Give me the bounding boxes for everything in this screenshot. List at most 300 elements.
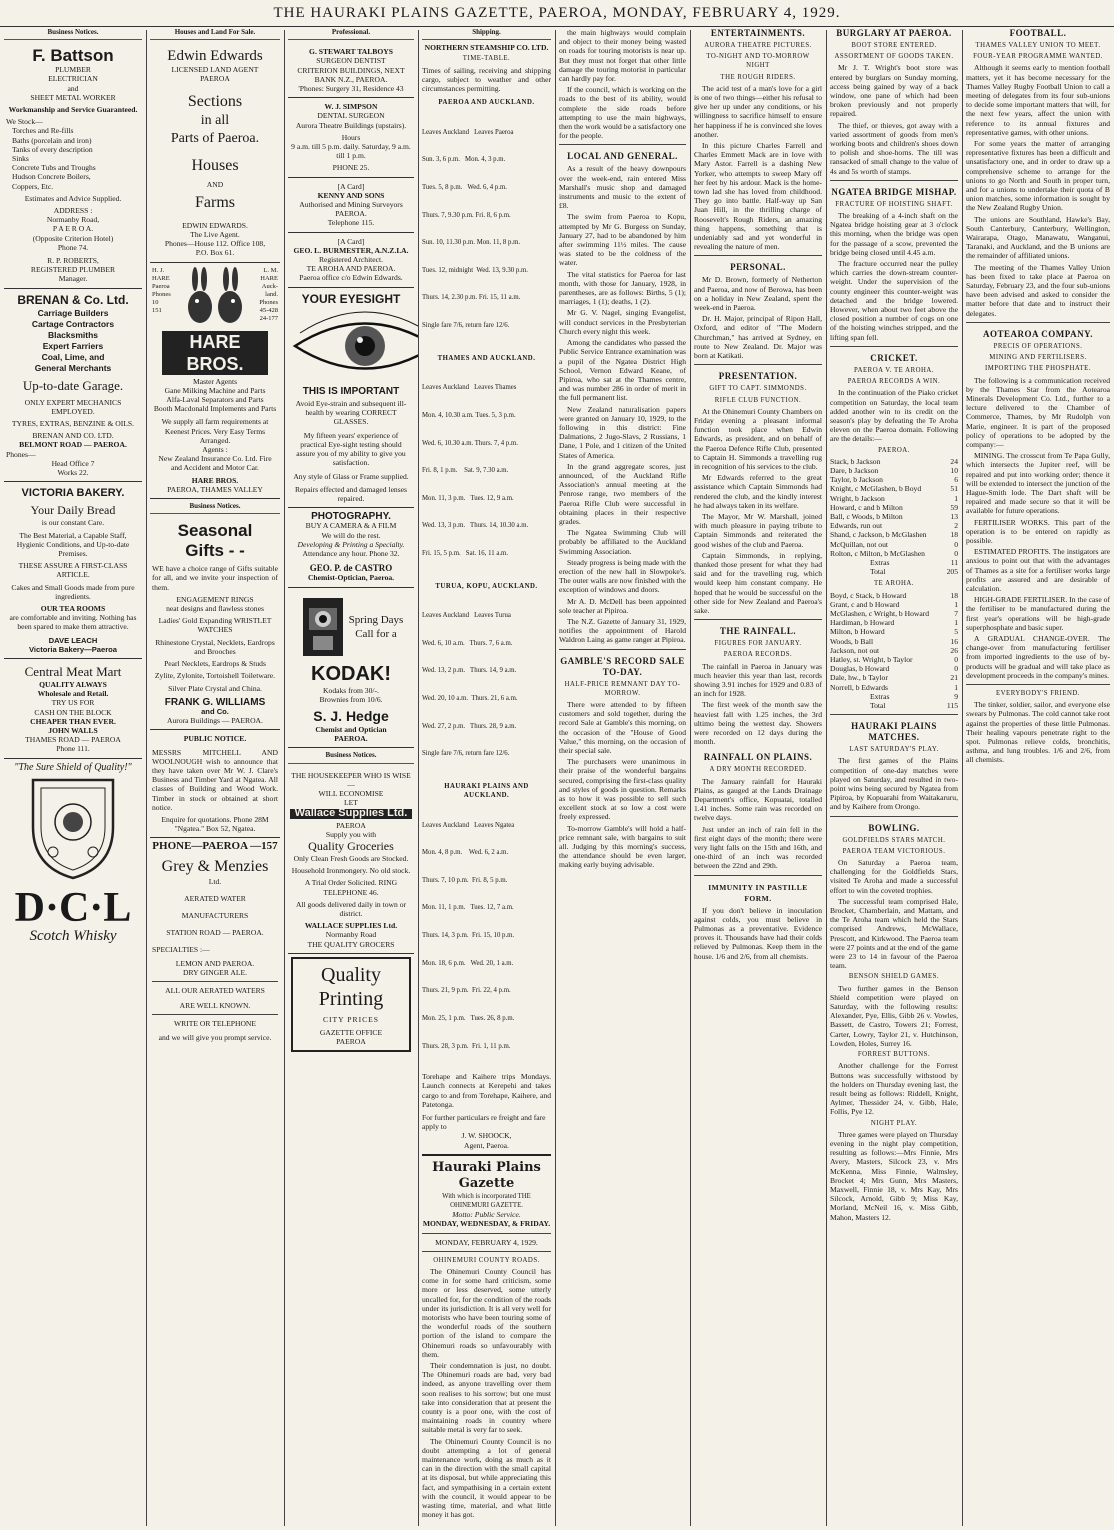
paragraph: Two further games in the Benson Shield competition were played on Saturday, with the following results: Alexander, Pye, Ellis, Gibb 26 v. Vowles, Bassett, de Castro, Towers 21; Forrest, Carter, Lowry, Taylor 21, v. Hutchinson, Lowden, Holes, Surrey 16. [830,983,958,1048]
item: Ladies' Gold Expanding WRISTLET WATCHES [158,616,272,635]
item: Zylite, Zylonite, Tortoishell Toiletware. [154,671,276,681]
and: AND [206,179,224,189]
contact-line: 24-177 [259,314,278,322]
title: YOUR EYESIGHT [301,291,401,306]
advertiser-name: Central Meat Mart [24,663,122,679]
in-all: in all [200,112,230,128]
paragraph: Although it seems early to mention football matters, yet it has become necessary for the Thames Valley Rugby Football Union to call a meeting of delegates from its four sub-unions to decide some important matters that will, for the next few years, affect the union with reference to its annual fixtures and representative games, with other unions. [966,63,1110,137]
slogan: "The Sure Shield of Quality!" [14,761,132,773]
call: Call for a [355,627,397,640]
section-title: PERSONAL. [730,262,786,273]
runs: 1 [954,599,958,609]
city: CITY PRICES [322,1014,380,1024]
stock-item: Hudson Concrete Boilers, [12,172,91,182]
timetable-row: Mon. 18, 6 p.m. Wed. 20, 1 a.m. [422,959,514,967]
batsman: Extras [870,691,890,701]
title2: Printing [318,987,384,1010]
address-line: P A E R O A. [52,224,94,234]
score-row [830,701,958,710]
avoid: Avoid Eye-strain and subsequent ill-health by wearing CORRECT GLASSES. [295,399,407,427]
intro: THE HOUSEKEEPER WHO IS WISE— [291,770,411,789]
road: BELMONT ROAD — PAEROA. [19,440,127,450]
timetable-row: Mon. 11, 3 p.m. Tues. 12, 9 a.m. [422,494,514,502]
section-subtitle: PRECIS OF OPERATIONS. [993,342,1083,350]
runs: 21 [950,673,958,683]
sign: HARE BROS. [191,475,239,485]
paragraph: The acid test of a man's love for a girl is one of two things—either his refusal to give her up under any conditions, or his willingness to sacrifice himself to ensure her happiness if he is convinced she loves another. [694,83,822,139]
paragraph: The tinker, soldier, sailor, and everyone else swears by Pulmonas. The cold cannot take root against the properties of these little Pulmonas. Their healing vapours penetrate right to the spot. Pulmonas relieve colds, bronchitis, asthma, and lung troubles. 1/6 and 2/6, from all chemists. [966,700,1110,765]
paragraph: The swim from Paeroa to Kopu, attempted by Mr G. Burgess on Sunday, January 27, had to be abandoned by him after swimming 11½ miles. The cause was stated to be the coldness of the water. [559,212,686,268]
section-subtitle: PAEROA RECORDS A WIN. [847,378,941,386]
contact-line: land. [265,290,278,298]
phone: PHONE—PAEROA —157 [152,840,278,853]
score-row [830,646,958,655]
desc: Authorised and Mining Surveyors PAEROA. [299,200,403,219]
brand: D·C·L [14,884,132,931]
paragraph: The Ohinemuri County Council has come in for some hard criticism, some more or less deserved, some utterly uncalled for, for the condition of the roads under its jurisdiction. It is all very well for motorists who have been touring some of the wonderful roads of the southern portion of the island to compare the Ohinemuri roads so unfavourably with them. [422,1266,551,1359]
place: PAEROA [336,1037,366,1047]
paragraph: HIGH-GRADE FERTILISER. In the case of the fertiliser to be manufactured during the first year's operations will be high-grade superphosphate and basic super. [966,595,1110,632]
style: Any style of Glass or Frame supplied. [293,471,409,481]
price: Kodaks from 30/-. [323,685,379,695]
batsman: Total [870,701,886,710]
timetable-row: Mon. 4, 10.30 a.m. Tues. 5, 3 p.m. [422,411,516,419]
paragraph: The thief, or thieves, got away with a varied assortment of goods from men's working boots and children's shoes down to polish and shoe-horns. The till was ransacked of small change to the value of 4s and 5s worth of stamps. [830,120,958,176]
section-title: THE RAINFALL. [719,626,797,637]
place: PAEROA. [334,734,368,744]
service-line: Cartage Contractors [31,318,115,329]
section-title: FOOTBALL. [1009,28,1067,38]
torehape-note: Torehape and Kaihere trips Mondays. Launch connects at Kerepehi and takes cargo to and from Torehape, Kaihere, and Patetonga. [422,1072,551,1109]
item: Pearl Necklets, Eardrops & Studs [164,659,266,669]
timetable-row: Wed. 13, 2 p.m. Thurs. 14, 9 a.m. [422,667,517,675]
sign: WALLACE SUPPLIES Ltd. [304,921,398,931]
ginger: DRY GINGER ALE. [182,967,248,977]
contact-line: 10 [152,298,159,306]
company: BRENAN AND CO. LTD. [32,431,114,441]
advertiser-name: BRENAN & Co. Ltd. [17,292,129,307]
stock-item: Sinks [12,154,29,164]
runs: 13 [950,511,958,521]
paragraph: The Ohinemuri County Council is no doubt attempting a lot of general maintenance work, doing as much as it can in the direction with the small capital at its disposal, but while appreciating this fact, and sympathising in a certain extent with the council, it would appear to be wasting time, material, and what little money it has got. [422,1436,551,1520]
trial: A Trial Order Solicited. RING TELEPHONE 46. [304,878,398,897]
section-subtitle: THE ROUGH RIDERS. [720,73,796,81]
runs: 0 [954,654,958,664]
timetable-row: Wed. 20, 10 a.m. Thurs. 21, 6 a.m. [422,695,518,703]
runs: 2 [954,521,958,531]
title: PUBLIC NOTICE. [183,734,247,744]
hare-bros-ad [150,263,280,499]
kenny-card [288,178,414,233]
road: Normanby Road [325,930,377,940]
phones: Phones— [6,449,36,459]
timetable-row: Thurs. 28, 3 p.m. Fri. 1, 11 p.m. [422,1042,511,1050]
comfort: are comfortable and inviting. Nothing has been spared to make them attractive. [9,613,137,632]
runs: 0 [954,539,958,549]
name: KENNY AND SONS [317,190,385,200]
firm: FRANK G. WILLIAMS [164,696,266,708]
slogan-sub: is our constant Care. [41,518,105,528]
section-title: BOWLING. [868,822,920,833]
paragraph: Mr D. Brown, formerly of Netherton and Paeroa, and now of Berowa, has been on a holiday in New Zealand, spent the week-end in Paeroa. [694,275,822,313]
scorecard [830,457,958,577]
address-line: Phone 74. [57,242,89,252]
batsman: McQuillan, not out [830,539,889,549]
shield-emblem-icon [23,772,123,882]
contact-line: Auck- [261,282,278,290]
item: Booth Macdonald Implements and Parts [153,404,277,414]
phones: Phones—House 112. Office 108, [164,239,266,249]
insurance: New Zealand Insurance Co. Ltd. Fire and Accident and Motor Car. [158,454,272,473]
mechanics: ONLY EXPERT MECHANICS EMPLOYED. [24,397,122,416]
batsman: Total [870,567,886,577]
write: WRITE OR TELEPHONE [173,1019,257,1029]
runs: 26 [950,645,958,655]
timetable-row: Leaves Auckland Leaves Ngatea [422,821,515,829]
section-subtitle: PAEROA V. TE AROHA. [853,366,935,374]
batsman: Howard, c and b Milton [830,502,903,512]
score-row [830,530,958,539]
runs: 51 [950,484,958,494]
timetable-row: Wed. 13, 3 p.m. Thurs. 14, 10.30 a.m. [422,522,529,530]
service: and we will give you prompt service. [158,1032,272,1042]
brenan-ad [4,289,142,483]
tagline: Workmanship and Service Guaranteed. [8,105,138,115]
batsman: Dale, hw., b Taylor [830,673,888,683]
paragraph: Mr J. T. Wright's boot store was entered by burglars on Sunday morning, access being gained by way of a back window, one pane of which had been broken previously and not properly repaired. [830,63,958,119]
route-title: HAURAKI PLAINS AND AUCKLAND. [444,782,529,800]
road: THAMES ROAD — PAEROA [25,735,121,745]
batsman: Hatley, st. Wright, b Taylor [830,654,913,664]
score-row [830,655,958,664]
firm2: and Co. [201,706,229,716]
box: P.O. Box 61. [195,248,235,258]
batsman: Jackson, not out [830,645,880,655]
column-5 [555,28,690,1526]
contact-line: L. M. [263,266,278,274]
incorporated: With which is incorporated THE OHINEMURI GAZETTE. [442,1192,531,1209]
batsman: Woods, b Ball [830,636,874,646]
manager-line: REGISTERED PLUMBER [30,265,116,275]
score-row [830,683,958,692]
runs: 6 [954,475,958,485]
score-row [830,591,958,600]
item: Silver Plate Crystal and China. [168,683,262,693]
batsman: Ball, c Woods, b Milton [830,511,903,521]
address: Aurora Buildings — PAEROA. [167,716,263,726]
batsman: Boyd, c Stack, b Howard [830,590,907,600]
tea-rooms: OUR TEA ROOMS [40,603,106,613]
paragraph: Three games were played on Thursday evening in the night play competition, resulting as follows:—Mrs Finnie, Mrs Avery, Masters, Silcock 23, v. Mrs McKenna, Miss Finnie, Walmsley, Brocket 4; Mrs Gunn, Mrs Masters, Maxwell, Finnie 18, v. Mrs Kay, Mrs Silcock, Arnold, Gibb 9; Miss Kay, Morland, McNeil 16, v. Miss Gibb, Mahon, Masters 12. [830,1129,958,1222]
timetable: TIME-TABLE. [462,55,511,63]
section-subtitle: A DRY MONTH RECORDED. [709,766,807,774]
runs: 1 [954,618,958,628]
batsman: Norrell, b Edwards [830,682,888,692]
score-row [830,475,958,484]
contact-line: Phones [259,298,278,306]
section-subtitle: FIGURES FOR JANUARY. [714,640,802,648]
contact-line: Paeroa [152,282,170,290]
runs: 24 [950,456,958,466]
office: GAZETTE OFFICE [319,1028,383,1037]
route-title: TURUA, KOPU, AUCKLAND. [435,582,538,590]
column-header: Professional. [288,28,414,40]
section-title: ENTERTAINMENTS. [710,28,806,38]
service-line: Carriage Builders [37,307,109,318]
experience: My fifteen years' experience of practical Eye-sight testing should assure you of my ability to give you satisfaction. [296,430,406,468]
paragraph: Among the candidates who passed the Public Service Entrance examination was a pupil of the Ngatea District High School, Vernon Edward Keane, of Pipiroa, who sat at the Thames centre, and was number 286 in order of merit in the full permanent list. [559,338,686,403]
agents-label: Agents : [202,445,228,455]
timetable-row: Wed. 6, 10.30 a.m. Thurs. 7, 4 p.m. [422,439,518,447]
section-subtitle: NIGHT PLAY. [870,1119,918,1127]
section-subtitle: ASSORTMENT OF GOODS TAKEN. [834,53,954,61]
paragraph: The Ngatea Swimming Club will probably be affiliated to the Auckland Swimming Association. [559,528,686,556]
paragraph: If the council, which is working on the roads to the best of its ability, would complete the side roads before attempting to use the main highways, then the work would be a satisfactory one for the people. [559,85,686,141]
known: ARE WELL KNOWN. [179,1001,251,1011]
intro: WE have a choice range of Gifts suitable for all, and we invite your inspection of them. [152,564,278,592]
score-row [830,567,958,576]
paragraph: The first games of the Plains competition of one-day matches were played on Saturday, and resulted in two-point wins being secured by Ngatea from Pipiroa, by Kopuarahi from Waitakaruru, and by Kaihere from Orongo. [830,756,958,812]
section-title: LOCAL AND GENERAL. [567,151,678,162]
eye-icon [290,311,418,381]
advertiser-name: VICTORIA BAKERY. [21,487,125,500]
owner: JOHN WALLS [48,725,98,735]
address-line: (Opposite Criterion Hotel) [32,233,114,243]
paragraph: The meeting of the Thames Valley Union has been fixed to take place at Paeroa on Saturday, February 23, and the four sub-unions have been advised and asked to consider the matter before that date and to instruct their delegates. [966,262,1110,318]
name: G. STEWART TALBOYS [309,47,393,57]
timetable-row: Thurs. 21, 9 p.m. Fri. 22, 4 p.m. [422,987,511,995]
seasonal-gifts-ad [150,517,280,730]
ltd: Ltd. [208,876,222,886]
name: W. J. SIMPSON [324,102,378,112]
contact-line: 45-428 [259,306,278,314]
item: Rhinestone Crystal, Necklets, Eardrops and Brooches [155,637,275,656]
timetable-row: Single fare 7/6, return fare 12/6. [422,322,510,330]
gazette-masthead [422,1160,551,1252]
column-7 [826,28,962,1526]
quality: Quality Groceries [308,838,394,853]
score-row [830,664,958,673]
phone: Telephone 115. [327,218,375,228]
team-label: PAEROA. [878,446,910,454]
cash: CASH ON THE BLOCK [34,707,112,717]
kodak: KODAK! [311,662,391,685]
column-8 [962,28,1114,1526]
sign: EDWIN EDWARDS. [182,220,248,230]
office: Paeroa office c/o Edwin Edwards. [299,273,403,283]
eyesight-ad [288,288,414,508]
article-title: OHINEMURI COUNTY ROADS. [433,1256,540,1264]
route-title: PAEROA AND AUCKLAND. [438,99,535,107]
service-line: Expert Farriers [42,340,104,351]
timetable-row: Leaves Auckland Leaves Paeroa [422,128,514,136]
sections: Sections [187,92,243,110]
paragraph: On Saturday a Paeroa team, challenging for the Goldfields Stars, visited Te Aroha and made a successful effort to win the coveted trophies. [830,858,958,895]
item: neat designs and flawless stones [166,604,264,614]
repairs: Repairs effected and damaged lenses repaired. [294,484,408,503]
column-header: Houses and Land For Sale. [150,28,280,40]
contact-line: 151 [152,306,162,314]
runs: 1 [954,682,958,692]
estimates: Estimates and Advice Supplied. [24,193,122,203]
desc: Registered Architect. [318,255,384,265]
dcl-whisky-ad [4,759,142,946]
do: We will do the rest. [321,530,381,540]
title: LICENSED LAND AGENT [171,65,259,75]
hares-icon [180,267,250,329]
hours-label: Hours [341,132,361,142]
title: Seasonal [177,521,253,541]
timetable-row: Sun. 10, 11.30 p.m. Mon. 11, 8 p.m. [422,239,521,247]
batsman: Stack, b Jackson [830,456,881,466]
desc: Chemist and Optician [315,724,387,734]
specialties: SPECIALTIES :— [152,945,210,955]
works-phone: Works 22. [57,468,89,478]
column-3 [284,28,418,1526]
paragraph: Dr. H. Major, principal of Ripon Hall, Oxford, and editor of "The Modern Churchman," has arrived at Sydney, en route to New Zealand. Dr. Major was born at Katikati. [694,314,822,361]
section-title: PRESENTATION. [718,371,798,382]
section-subtitle: BOOT STORE ENTERED. [851,42,937,49]
paragraph: For some years the matter of arranging representative fixtures has been a difficult and unsatisfactory one, and in order to draw up a comprehensive scheme to arrange for the unions to go North and South in proper turn, and for a unions to undertake their quota of B union matches, some information is sought by the New Zealand Rugby Union. [966,139,1110,213]
wallace-ad [288,767,414,954]
grey-menzies-ad [150,838,280,1045]
body: MESSRS MITCHELL AND WOOLNOUGH wish to announce that they have taken over Mr W. J. Clare's Business and Timber Yard at Ngatea. All classes of Building and Wood Work. Timber in stock or obtained at short notice. [152,747,278,812]
service-line: Blacksmiths [47,329,99,340]
paragraph: The rainfall in Paeroa in January was much heavier this year than last, records showing 3.91 inches for 1929 and 0.83 of an inch for 1928. [694,661,822,699]
score-row [830,673,958,682]
contact-line: Phones [152,290,171,298]
score-row [830,558,958,567]
timetable-row: Thurs. 7, 10 p.m. Fri. 8, 5 p.m. [422,876,508,884]
title: PHOTOGRAPHY. [311,511,391,523]
paragraph: In this picture Charles Farrell and Charles Emmett Mack are in love with Mary Astor. Farrell is a dashing New Yorker, who attempts to sweep Mary off her feet by his ardour. Mack is the home-town lad she has loved from childhood. They go into battle. Half-way up San Juan Hill, in the thrilling charge of Roosevelt's Rough Riders, an amazing thing happens, something that is undeniably sad and yet wonderful in revealing the nature of men. [694,141,822,252]
item: ENGAGEMENT RINGS [176,594,254,604]
office-phone: Head Office 7 [51,458,95,468]
section-subtitle: THAMES VALLEY UNION TO MEET. [975,42,1101,49]
batsman: Dare, b Jackson [830,465,879,475]
section-subtitle: BENSON SHIELD GAMES. [848,973,940,981]
paragraph: FERTILISER WORKS. This part of the operation is to be entered on rapidly as possible. [966,517,1110,545]
timetable-row: Tues. 12, midnight Wed. 13, 9.30 p.m. [422,266,528,274]
paragraph: The unions are Southland, Hawke's Bay, South Canterbury, Canterbury, Wellington, Wairarapa, Otago, Manawatu, Wanganui, Taranaki, and Auckland, and the B unions are the remainder of affiliated unions. [966,214,1110,261]
iron: Household Ironmongery. No old stock. [291,866,411,876]
place: PAEROA [200,74,230,84]
slogan: Your Daily Bread [30,503,116,518]
kodak-ad [288,588,414,749]
price: Brownies from 10/6. [319,694,383,704]
paragraph: The N.Z. Gazette of January 31, 1929, notifies the appointment of Harold Waldron Laing as game ranger at Pipiroa. [559,616,686,645]
section-subtitle: PAEROA TEAM VICTORIOUS. [842,847,946,855]
title: Quality [321,963,381,986]
score-row [830,512,958,521]
name: GEO. L. BURMESTER, A.N.Z.I.A. [293,245,409,255]
batsman: Grant, c and b Howard [830,599,900,609]
photography-ad [288,508,414,587]
section-title: NGATEA BRIDGE MISHAP. [831,186,957,197]
section-title: BURGLARY AT PAEROA. [836,28,952,38]
service-line: General Merchants [34,362,112,373]
paragraph: the main highways would complain and object to their money being wasted on roads for touring motorists is near up. But they must not forget that other little damage the touring motorist in particular can hardly pay for. [559,28,686,84]
public-notice [150,730,280,838]
card-label: [A Card] [337,236,365,246]
section-subtitle: FORREST BUTTONS. [857,1051,931,1059]
gazette-title: Hauraki Plains Gazette [432,1159,541,1191]
score-row [830,521,958,530]
assure: THESE ASSURE A FIRST-CLASS ARTICLE. [18,561,128,580]
runs: 10 [950,465,958,475]
timetable-row: Mon. 11, 1 p.m. Tues. 12, 7 a.m. [422,904,514,912]
batsman: Hardiman, b Howard [830,618,895,628]
agent-place: Agent, Paeroa. [464,1140,509,1150]
victoria-bakery-ad [4,482,142,659]
advertiser-name: F. Battson [32,46,114,66]
score-row [830,540,958,549]
supply: We supply all farm requirements at Keenest Prices. Very Easy Terms Arranged. [161,417,269,445]
timetable-row: Leaves Auckland Leaves Turua [422,612,511,620]
column-1 [0,28,146,1526]
desc: Chemist-Optician, Paeroa. [307,573,395,583]
paragraph: To-morrow Gamble's will hold a half-price remnant sale, with bargains to suit all. Judging by this morning's success, the attendance should be even larger, making early buying advisable. [559,823,686,870]
product: Scotch Whisky [29,927,117,944]
stock-item: Tanks of every description [12,144,93,154]
stock-intro: We Stock— [6,117,43,127]
column-6 [690,28,826,1526]
paragraph: The following is a communication received by the Thames Star from the Aotearoa Minerals Development Co. Ltd., further to a lecture delivered to the Chamber of Commerce, Thames, by Mr Rudolph von Marie, engineer. It is part of the proposed policy of operations to be adopted by the company:— [966,375,1110,449]
score-row [830,494,958,503]
section-subtitle: TO-NIGHT AND TO-MORROW NIGHT [706,53,810,70]
runs: 0 [954,548,958,558]
section-title: GAMBLE'S RECORD SALE TO-DAY. [560,655,685,677]
paragraph: Steady progress is being made with the erection of the new hall in Slowpoke's. The outer walls are now finished with the exception of windows and doors. [559,557,686,595]
column-header: Business Notices. [150,502,280,514]
paragraph: The first week of the month saw the heaviest fall with 1.25 inches, the 3rd ultimo being the wettest day. Showers were recorded on 12 days during the month. [694,700,822,747]
timetable-row: Thurs. 14, 3 p.m. Fri. 15, 10 p.m. [422,932,515,940]
section-subtitle: PAEROA RECORDS. [723,651,793,659]
section-subtitle: FRACTURE OF HOISTING SHAFT. [835,200,953,208]
team-label: TE AROHA. [874,580,914,588]
column-2 [146,28,284,1526]
score-row [830,549,958,558]
section-title: IMMUNITY IN PASTILLE FORM. [708,882,808,903]
section-subtitle: GIFT TO CAPT. SIMMONDS. [709,385,807,393]
runs: 59 [950,502,958,512]
runs: 115 [946,701,958,710]
runs: 205 [946,567,958,577]
line: ELECTRICIAN [48,74,98,84]
timetable-row: Sun. 3, 6 p.m. Mon. 4, 3 p.m. [422,156,506,164]
score-row [830,503,958,512]
line: SHEET METAL WORKER [30,92,116,102]
runs: 0 [954,664,958,674]
score-row [830,692,958,701]
try: TRY US FOR [51,698,95,708]
attendance: Attendance any hour. Phone 32. [302,548,400,558]
paragraph: As a result of the heavy downpours over the week-end, rain entered Miss Marshall's music shop and damaged instruments and music to the extent of £8. [559,164,686,211]
paragraph: MINING. The crosscut from Te Papa Gully, which intersects the Jupiter reef, will be repaired and put into working order; thence it will be extended to intersect the junction of the Hague-Smith lode. The Dart shaft will be repaired and made secure so that it will be available for future operations. [966,451,1110,516]
column-header: Business Notices. [288,751,414,763]
place: TE AROHA AND PAEROA. [306,264,396,274]
section-subtitle: IMPORTING THE PHOSPHATE. [984,365,1092,373]
manufacturers: MANUFACTURERS [181,910,249,920]
runs: 5 [954,627,958,637]
all-waters: ALL OUR AERATED WATERS [165,985,265,995]
service-line: Coal, Lime, and [41,351,105,362]
agent: J. W. SHOOCK, [461,1131,512,1141]
motto: Motto: Public Service. [452,1210,521,1220]
edwards-ad [150,43,280,262]
paragraph: Mr G. V. Nagel, singing Evangelist, will conduct services in the Presbyterian Church every night this week. [559,308,686,336]
place: PAEROA, THAMES VALLEY [167,484,263,494]
